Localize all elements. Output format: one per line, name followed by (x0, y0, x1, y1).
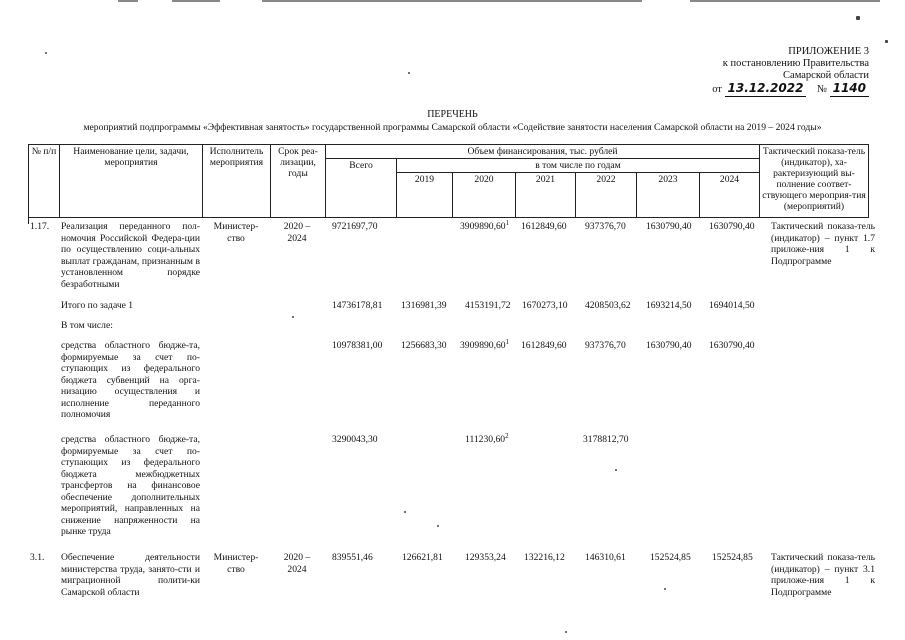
cell-2021: 1670273,10 (522, 300, 568, 311)
header-funding: Объем финансирования, тыс. рублей (326, 145, 760, 159)
row-period: 2020 – 2024 (283, 221, 311, 244)
row-executor: Министер-ство (213, 552, 259, 575)
row-name: Обеспечение деятельности министерства труда, занято-сти и миграционной полити-ки Самарской области (61, 552, 200, 598)
appendix-line: к постановлению Правительства (722, 58, 869, 69)
scan-speck (45, 52, 47, 54)
row-subtotal-label: Итого по задаче 1 (61, 300, 134, 311)
appendix-block (712, 46, 869, 97)
scan-speck (664, 588, 666, 590)
cell-total: 3290043,30 (332, 434, 378, 445)
cell-2024: 1630790,40 (709, 340, 755, 351)
number-prefix: № (816, 84, 827, 95)
cell-2020: 4153191,72 (465, 300, 511, 311)
cell-2021: 1612849,60 (521, 221, 567, 232)
scan-artifact-rule (118, 0, 138, 2)
row-indicator: Тактический показа-тель (индикатор) – пункт 1.7 приложе-ния 1 к Подпрограмме (771, 221, 875, 267)
cell-2022: 937376,70 (585, 340, 626, 351)
cell-2020: 3909890,60$^1$ (460, 337, 510, 351)
cell-total: 9721697,70 (332, 221, 378, 232)
scan-speck (404, 511, 406, 513)
handwritten-number: 1140 (832, 81, 866, 95)
document-heading: ПЕРЕЧЕНЬ (427, 109, 478, 120)
appendix-line: Самарской области (783, 70, 869, 81)
cell-2020: 111230,60$^2$ (465, 431, 509, 445)
table-header (28, 144, 869, 218)
appendix-date-line (712, 82, 869, 97)
header-year: 2023 (637, 173, 700, 218)
header-by-years: в том числе по годам (397, 159, 760, 173)
appendix-title: ПРИЛОЖЕНИЕ 3 (788, 46, 869, 57)
cell-2022: 4208503,62 (585, 300, 631, 311)
cell-2021: 1612849,60 (521, 340, 567, 351)
row-name: средства областного бюдже-та, формируемые за счет по-ступающих из федерального бюджета межбюджетных трансфертов на финансовое обеспечение дополнительных мероприятий, направленных на снижение напряженности на рынке труда (61, 434, 200, 537)
row-period: 2020 – 2024 (283, 552, 311, 575)
scan-artifact-rule (172, 0, 220, 2)
cell-2019: 1316981,39 (401, 300, 447, 311)
scan-speck (856, 16, 860, 20)
header-year: 2021 (516, 173, 576, 218)
scan-speck (615, 469, 617, 471)
scan-speck (885, 40, 888, 43)
header-total: Всего (326, 159, 397, 218)
date-prefix: от (712, 84, 722, 95)
cell-2024: 1630790,40 (709, 221, 755, 232)
cell-2023: 1630790,40 (646, 221, 692, 232)
header-period: Срок реа-лизации, годы (271, 145, 326, 218)
row-name: средства областного бюдже-та, формируемые за счет по-ступающих из федерального бюджета субвенций на орга-низацию осуществления и исполнение переданного полномочия (61, 340, 200, 420)
row-indicator: Тактический показа-тель (индикатор) – пункт 3.1 приложе-ния 1 к Подпрограмме (771, 552, 875, 598)
cell-2019: 1256683,30 (401, 340, 447, 351)
scan-speck (292, 316, 294, 318)
row-executor: Министер-ство (213, 221, 259, 244)
cell-2019: 126621,81 (402, 552, 443, 563)
header-num: № п/п (29, 145, 60, 218)
scan-speck (565, 631, 567, 633)
cell-2024: 1694014,50 (709, 300, 755, 311)
header-year: 2019 (397, 173, 453, 218)
header-year: 2024 (700, 173, 760, 218)
cell-total: 839551,46 (332, 552, 373, 563)
cell-2020: 3909890,60$^1$ (460, 218, 510, 232)
cell-2024: 152524,85 (712, 552, 753, 563)
cell-2021: 132216,12 (524, 552, 565, 563)
cell-2023: 152524,85 (650, 552, 691, 563)
header-indicator: Тактический показа-тель (индикатор), ха-рактеризующий вы-полнение соответ-ствующего мероприя-тия (мероприятий) (760, 145, 869, 218)
scan-artifact-rule (262, 0, 642, 2)
cell-2023: 1630790,40 (646, 340, 692, 351)
document-subtitle: мероприятий подпрограммы «Эффективная занятость» государственной программы Самарской области «Содействие занятости населения Самарской области на 2019 – 2024 годы» (83, 122, 822, 133)
cell-2022: 146310,61 (585, 552, 626, 563)
table-border (28, 218, 29, 224)
row-name: Реализация переданного пол-номочия Российской Федера-ции по осуществлению соци-альных выплат гражданам, признанным в установленном порядке безработными (61, 221, 200, 290)
handwritten-date: 13.12.2022 (727, 81, 804, 95)
scan-speck (437, 525, 439, 527)
cell-2022: 937376,70 (585, 221, 626, 232)
header-year: 2020 (453, 173, 516, 218)
header-executor: Исполнитель мероприятия (203, 145, 271, 218)
cell-total: 10978381,00 (332, 340, 383, 351)
cell-2020: 129353,24 (465, 552, 506, 563)
row-number: 1.17. (30, 221, 50, 232)
scan-artifact-rule (690, 0, 880, 2)
header-name: Наименование цели, задачи, мероприятия (60, 145, 203, 218)
row-including-label: В том числе: (61, 320, 113, 331)
cell-total: 14736178,81 (332, 300, 383, 311)
cell-2023: 1693214,50 (646, 300, 692, 311)
row-number: 3.1. (30, 552, 45, 563)
cell-2022: 3178812,70 (583, 434, 629, 445)
header-year: 2022 (576, 173, 637, 218)
scan-speck (408, 72, 410, 74)
